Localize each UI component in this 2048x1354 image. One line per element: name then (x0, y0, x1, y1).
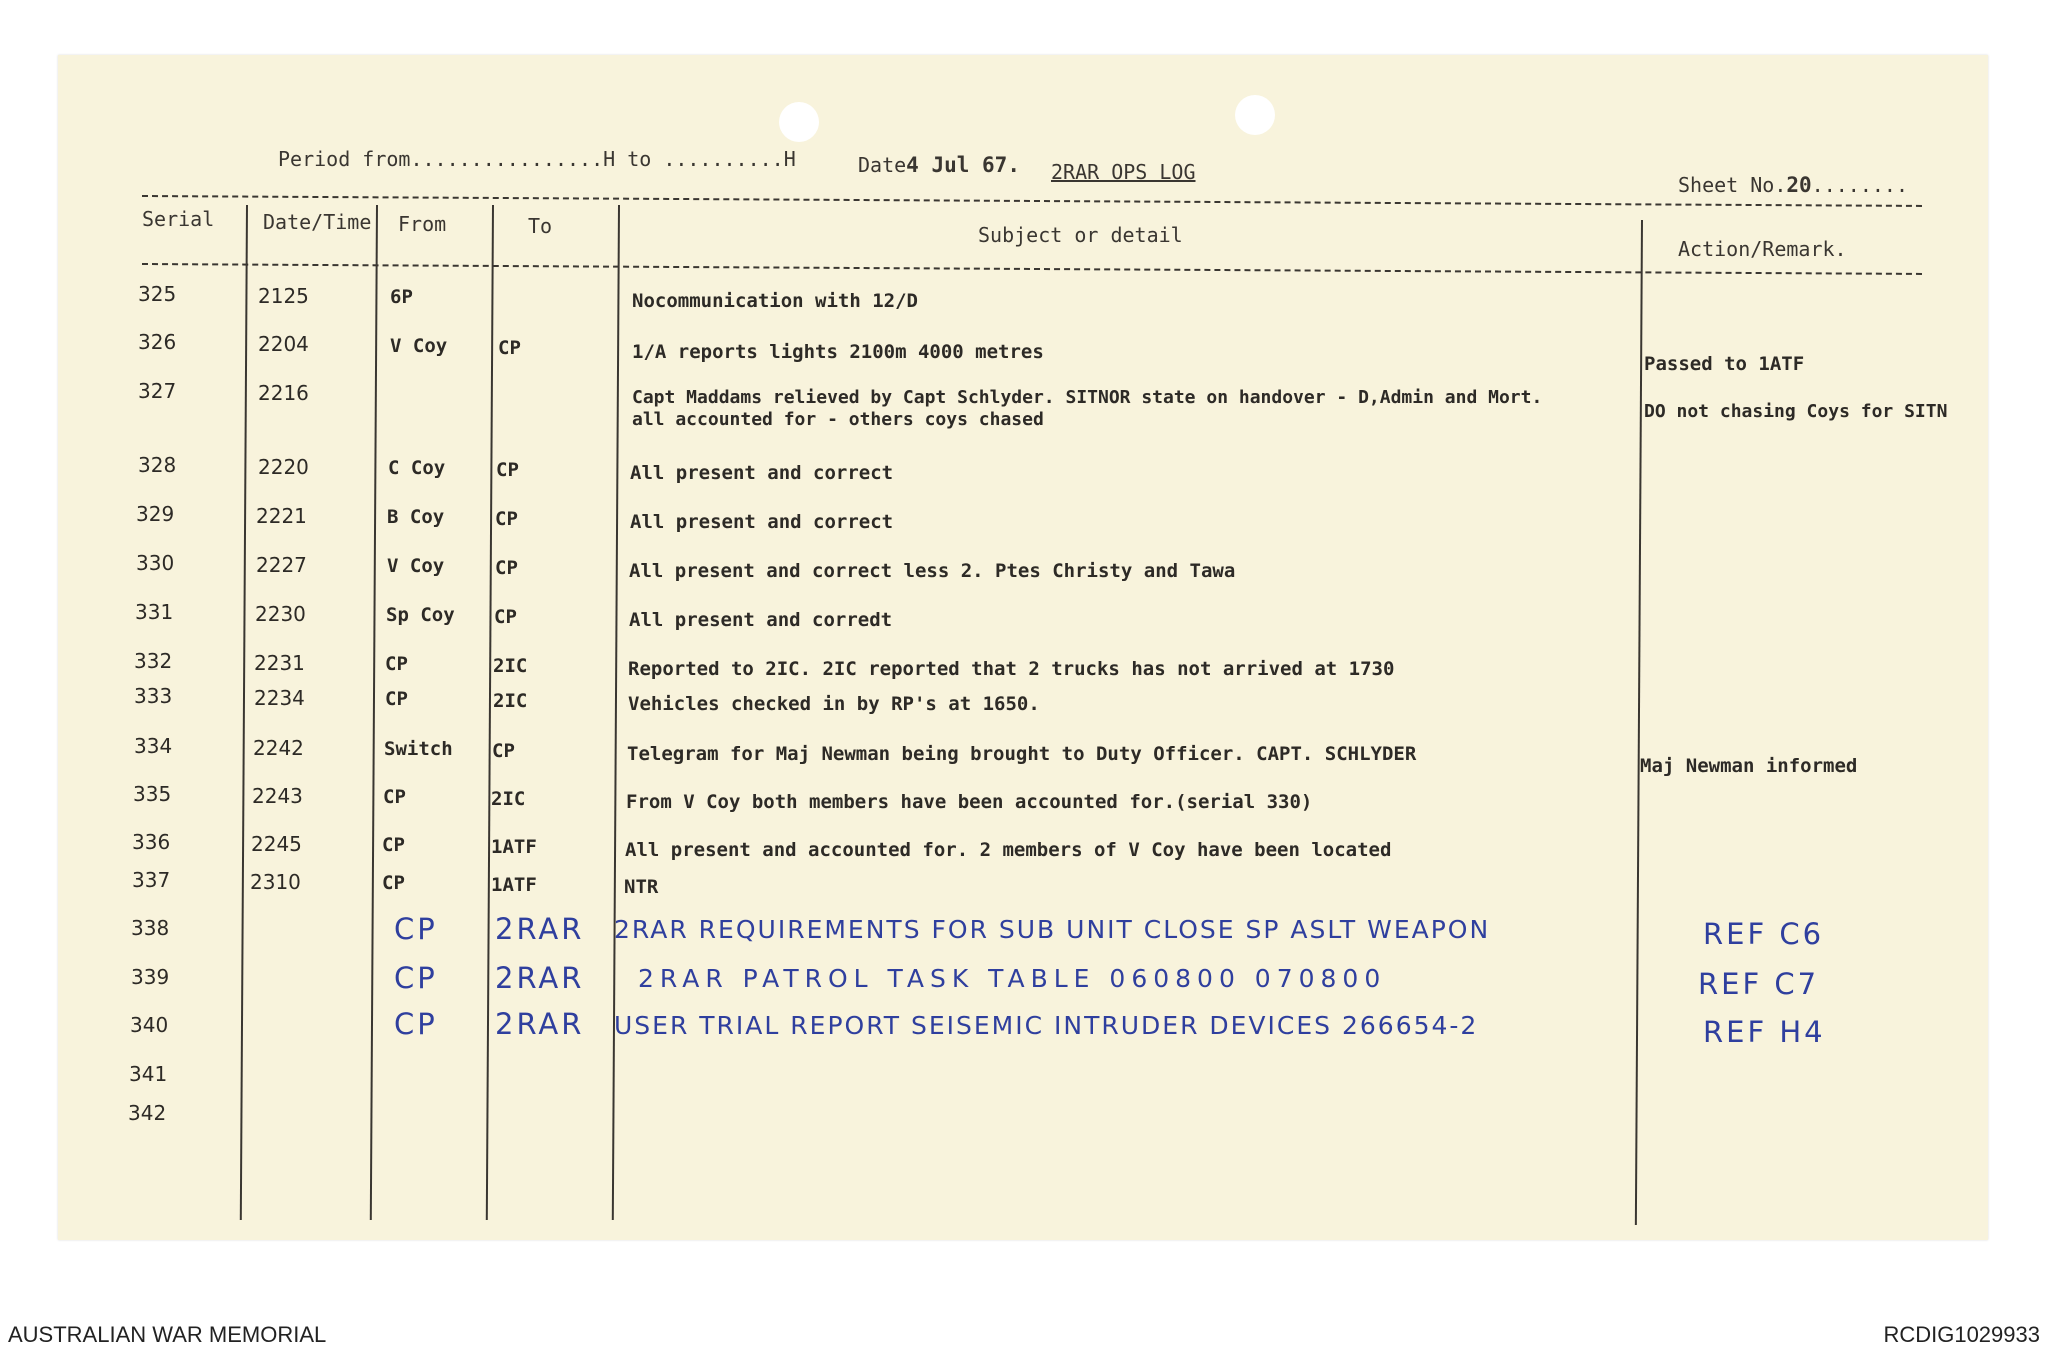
from-325: 6P (390, 286, 413, 308)
sheet-dots: ........ (1811, 173, 1908, 197)
serial-335: 335 (133, 782, 172, 806)
serial-333: 333 (134, 684, 173, 708)
header-top-rule (142, 195, 1922, 207)
time-332: 2231 (254, 651, 305, 675)
subject-336: All present and accounted for. 2 members of V Coy have been located (625, 839, 1392, 861)
from-330: V Coy (387, 555, 445, 577)
subject-333: Vehicles checked in by RP's at 1650. (628, 693, 1040, 715)
to-330: CP (495, 557, 518, 579)
serial-326: 326 (138, 330, 177, 354)
footer-id: RCDIG1029933 (1883, 1322, 2040, 1347)
from-337: CP (382, 872, 405, 894)
from-331: Sp Coy (386, 604, 455, 626)
time-325: 2125 (258, 284, 309, 308)
col-from: From (398, 212, 447, 236)
sheet-label: Sheet No. (1678, 173, 1787, 197)
serial-342: 342 (128, 1101, 167, 1125)
subject-327: Capt Maddams relieved by Capt Schlyder. SITNOR state on handover - D,Admin and Mort. (632, 387, 1543, 408)
serial-336: 336 (132, 830, 171, 854)
subject-330: All present and correct less 2. Ptes Christy and Tawa (629, 560, 1236, 582)
serial-338: 338 (131, 916, 170, 940)
serial-329: 329 (136, 502, 175, 526)
col-subject: Subject or detail (978, 223, 1183, 247)
action-338: REF C6 (1703, 917, 1825, 951)
to-326: CP (498, 337, 521, 359)
action-339: REF C7 (1698, 967, 1820, 1001)
from-329: B Coy (387, 506, 445, 528)
to-328: CP (496, 459, 519, 481)
time-335: 2243 (252, 784, 303, 808)
col-divider-4 (612, 205, 620, 1220)
col-divider-5 (1635, 220, 1643, 1225)
to-331: CP (494, 606, 517, 628)
subject-327-line2: all accounted for - others coys chased (632, 409, 1044, 430)
from-339: CP (394, 961, 438, 995)
from-332: CP (385, 653, 408, 675)
period-field: Period from................H to ..........H (278, 147, 796, 171)
subject-338: 2RAR REQUIREMENTS FOR SUB UNIT CLOSE SP ASLT WEAPON (614, 915, 1491, 944)
col-action: Action/Remark. (1678, 237, 1847, 261)
col-serial: Serial (142, 207, 215, 231)
col-divider-1 (240, 205, 248, 1220)
to-338: 2RAR (495, 912, 585, 946)
subject-332: Reported to 2IC. 2IC reported that 2 trucks has not arrived at 1730 (628, 658, 1395, 680)
from-336: CP (382, 834, 405, 856)
from-334: Switch (384, 738, 453, 760)
to-339: 2RAR (495, 961, 585, 995)
to-336: 1ATF (491, 836, 537, 858)
subject-337: NTR (624, 876, 659, 898)
serial-337: 337 (132, 868, 171, 892)
time-328: 2220 (258, 455, 309, 479)
subject-331: All present and corredt (629, 609, 893, 631)
action-340: REF H4 (1703, 1015, 1826, 1049)
time-327: 2216 (258, 381, 309, 405)
time-333: 2234 (254, 686, 305, 710)
serial-334: 334 (134, 734, 173, 758)
from-326: V Coy (390, 335, 448, 357)
from-328: C Coy (388, 457, 446, 479)
to-334: CP (492, 740, 515, 762)
action-327: DO not chasing Coys for SITN (1644, 401, 1948, 422)
date-field (858, 153, 1020, 177)
col-to: To (528, 214, 553, 238)
subject-325: Nocommunication with 12/D (632, 290, 918, 312)
time-334: 2242 (253, 736, 304, 760)
footer-source: AUSTRALIAN WAR MEMORIAL (8, 1322, 327, 1347)
subject-335: From V Coy both members have been accounted for.(serial 330) (626, 791, 1313, 813)
time-326: 2204 (258, 332, 309, 356)
subject-329: All present and correct (630, 511, 894, 533)
serial-325: 325 (138, 282, 177, 306)
date-value: 4 Jul 67. (906, 153, 1020, 177)
subject-328: All present and correct (630, 462, 894, 484)
sheet-number (1678, 173, 1908, 197)
serial-327: 327 (138, 379, 177, 403)
time-330: 2227 (256, 553, 307, 577)
header-bottom-rule (142, 263, 1922, 275)
serial-340: 340 (130, 1013, 169, 1037)
subject-339: 2RAR PATROL TASK TABLE 060800 070800 (638, 964, 1387, 993)
punch-hole-right (1235, 95, 1275, 135)
col-divider-2 (370, 205, 378, 1220)
serial-328: 328 (138, 453, 177, 477)
punch-hole-left (779, 102, 819, 142)
subject-340: USER TRIAL REPORT SEISEMIC INTRUDER DEVICES 266654-2 (614, 1011, 1479, 1040)
from-335: CP (383, 786, 406, 808)
serial-332: 332 (134, 649, 173, 673)
serial-341: 341 (129, 1062, 168, 1086)
serial-330: 330 (136, 551, 175, 575)
to-333: 2IC (493, 690, 528, 712)
time-337: 2310 (250, 870, 301, 894)
col-divider-3 (486, 205, 494, 1220)
to-340: 2RAR (495, 1007, 585, 1041)
time-336: 2245 (251, 832, 302, 856)
from-333: CP (385, 688, 408, 710)
date-label: Date (858, 153, 907, 177)
subject-334: Telegram for Maj Newman being brought to Duty Officer. CAPT. SCHLYDER (627, 743, 1417, 765)
subject-326: 1/A reports lights 2100m 4000 metres (632, 341, 1044, 363)
from-340: CP (394, 1007, 438, 1041)
col-datetime: Date/Time (263, 210, 372, 234)
time-331: 2230 (255, 602, 306, 626)
serial-331: 331 (135, 600, 174, 624)
to-329: CP (495, 508, 518, 530)
log-sheet (58, 55, 1988, 1240)
time-329: 2221 (256, 504, 307, 528)
serial-339: 339 (131, 965, 170, 989)
to-332: 2IC (493, 655, 528, 677)
sheet-value: 20 (1786, 173, 1812, 197)
to-337: 1ATF (491, 874, 537, 896)
from-338: CP (394, 912, 438, 946)
action-326: Passed to 1ATF (1644, 353, 1805, 375)
action-334: Maj Newman informed (1640, 755, 1858, 777)
to-335: 2IC (491, 788, 526, 810)
log-title: 2RAR OPS LOG (1051, 160, 1196, 184)
